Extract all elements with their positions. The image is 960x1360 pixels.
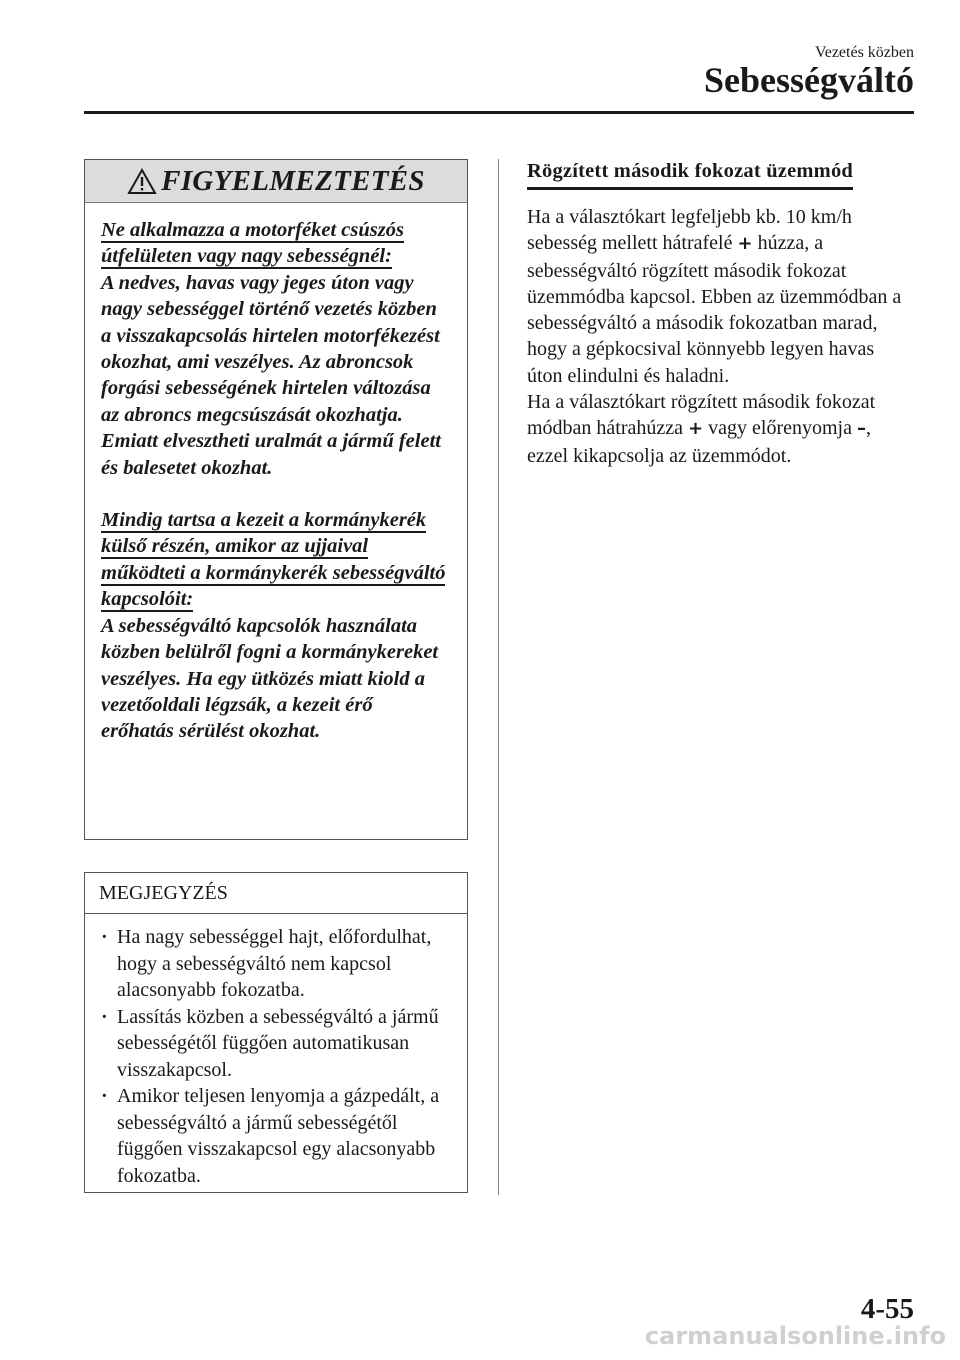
section-body — [527, 204, 907, 469]
plus-icon: + — [688, 418, 704, 440]
note-item: · Lassítás közben a sebességváltó a jármű sebességétől függően automatikusan visszakapcsol. — [99, 1004, 453, 1084]
column-divider — [498, 159, 499, 1195]
warning-box — [84, 159, 468, 840]
note-item: · Amikor teljesen lenyomja a gázpedált, a sebességváltó a jármű sebességétől függően visszakapcsol egy alacsonyabb fokozatba. — [99, 1083, 453, 1189]
note-item: · Ha nagy sebességgel hajt, előfordulhat, hogy a sebességváltó nem kapcsol alacsonyabb fokozatba. — [99, 924, 453, 1004]
header-divider — [84, 111, 914, 114]
warning-triangle-icon — [127, 168, 157, 195]
warning-text-1: A nedves, havas vagy jeges úton vagy nagy sebességgel történő vezetés közben a visszakapcsolás hirtelen motorfékezést okozhat, ami veszélyes. Az abroncsok forgási sebességének hirtelen változása az abroncs megcsúszását okozhatja. Emiatt elvesztheti uralmát a jármű felett és balesetet okozhat. — [101, 271, 441, 479]
chapter-title: Sebességváltó — [704, 60, 914, 100]
warning-text-2: A sebességváltó kapcsolók használata közben belülről fogni a kormánykereket veszélyes. Ha egy ütközés miatt kiold a vezetőoldali légzsák, a kezeit érő erőhatás sérülést okozhat. — [101, 614, 439, 743]
paragraph-2: Ha a választókart rögzített második fokozat módban hátrahúzza + vagy előrenyomja –, ezzel kikapcsolja az üzemmódot. — [527, 391, 876, 467]
warning-subheading-2: Mindig tartsa a kezeit a kormánykerék külső részén, amikor az ujjaival működteti a kormánykerék sebességváltó kapcsolóit: — [101, 509, 446, 611]
warning-body — [85, 203, 467, 745]
note-box — [84, 872, 468, 1193]
warning-subheading-1: Ne alkalmazza a motorféket csúszós útfelületen vagy nagy sebességnél: — [101, 219, 404, 268]
warning-title: FIGYELMEZTETÉS — [161, 164, 425, 197]
minus-icon: – — [856, 418, 866, 440]
note-list — [85, 914, 467, 1189]
watermark: carmanualsonline.info — [644, 1322, 946, 1350]
section-label: Vezetés közben — [814, 44, 914, 61]
paragraph-1: Ha a választókart legfeljebb kb. 10 km/h sebesség mellett hátrafelé + húzza, a sebességváltó rögzített második fokozat üzemmódba kapcsol. Ebben az üzemmódban a sebességváltó a második fokozatban marad, hogy a gépkocsival könnyebb legyen havas úton elindulni és haladni. — [527, 206, 902, 387]
plus-icon: + — [737, 233, 753, 255]
note-title: MEGJEGYZÉS — [85, 873, 467, 914]
warning-header — [85, 160, 467, 203]
page-number: 4-55 — [860, 1293, 914, 1325]
right-column — [527, 160, 907, 469]
section-heading: Rögzített második fokozat üzemmód — [527, 160, 853, 190]
